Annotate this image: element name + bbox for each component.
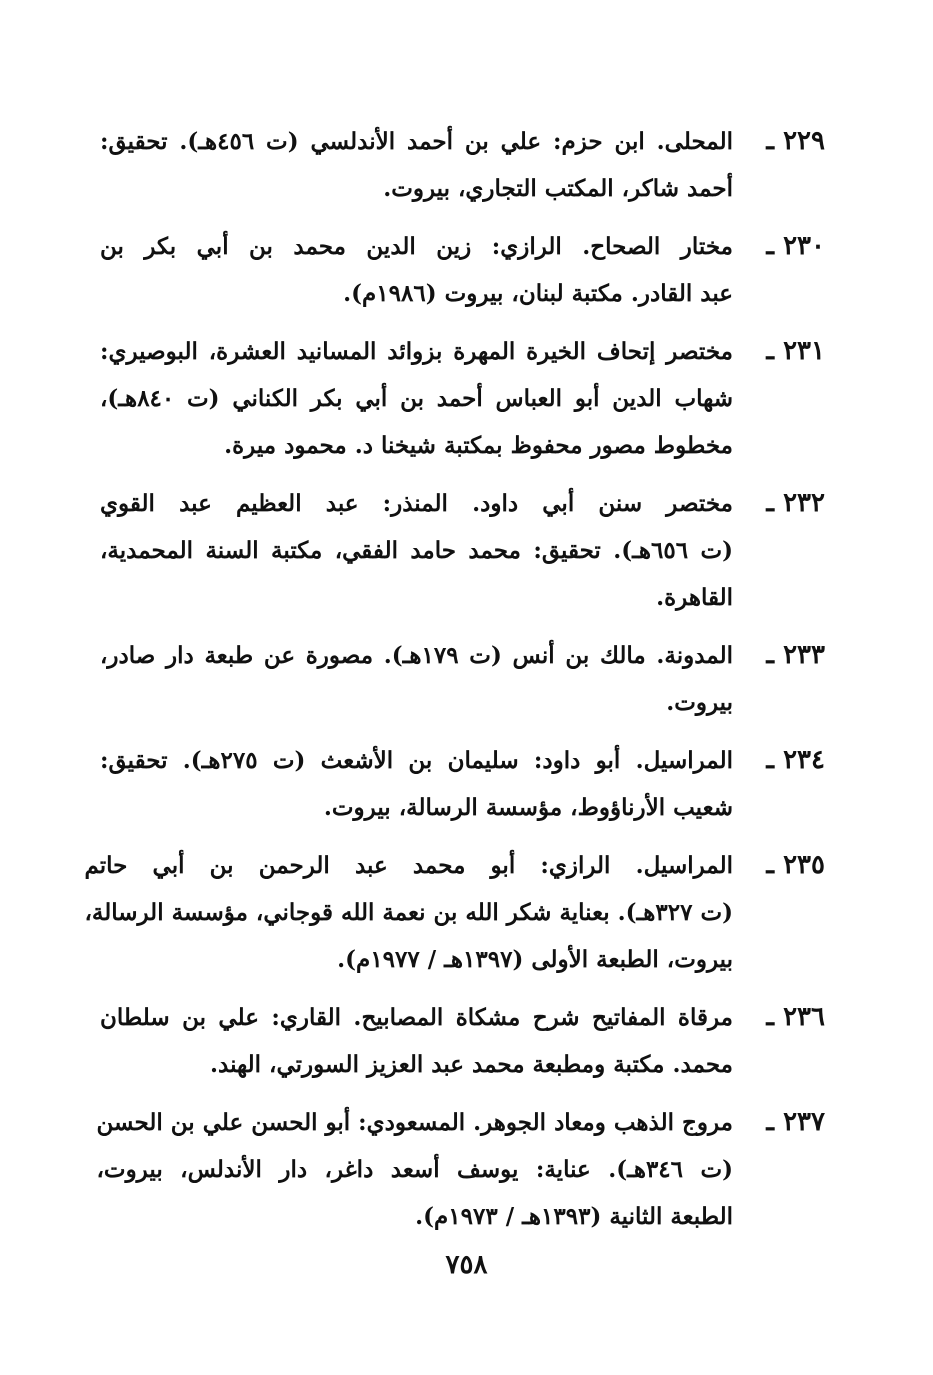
entry-line: عبد القادر. مكتبة لبنان، بيروت (١٩٨٦م). [343,280,733,307]
entry-number: ٢٣٦ ـ [766,1002,825,1032]
entry-text [100,328,733,469]
entry-number: ٢٣٧ ـ [766,1107,825,1137]
entry-line: مخطوط مصور محفوظ بمكتبة شيخنا د. محمود ميرة. [224,432,733,459]
bibliography-entry [100,328,825,469]
bibliography-entry [100,632,825,726]
bibliography-list [84,118,825,1251]
entry-text [100,223,733,317]
entry-number: ٢٣١ ـ [766,336,825,366]
entry-text [100,632,733,726]
entry-line: شهاب الدين أبو العباس أحمد بن أبي بكر الكناني (ت ٨٤٠هـ)، [100,385,733,412]
entry-text [100,480,733,621]
entry-number: ٢٣٣ ـ [766,640,825,670]
entry-line: (ت ٣٢٧هـ). بعناية شكر الله بن نعمة الله قوجاني، مؤسسة الرسالة، [84,899,733,926]
entry-line: مختار الصحاح. الرازي: زين الدين محمد بن أبي بكر بن [100,233,733,260]
entry-text [97,1099,734,1240]
entry-number: ٢٣٥ ـ [766,850,825,880]
entry-line: المدونة. مالك بن أنس (ت ١٧٩هـ). مصورة عن طبعة دار صادر، [100,642,733,669]
entry-text [100,737,733,831]
bibliography-entry [96,1099,825,1240]
entry-line: (ت ٦٥٦هـ). تحقيق: محمد حامد الفقي، مكتبة السنة المحمدية، [100,537,733,564]
bibliography-entry [100,223,825,317]
entry-line: المحلى. ابن حزم: علي بن أحمد الأندلسي (ت ٤٥٦هـ). تحقيق: [100,128,733,155]
entry-line: شعيب الأرناؤوط، مؤسسة الرسالة، بيروت. [323,794,733,821]
entry-line: مرقاة المفاتيح شرح مشكاة المصابيح. القاري: علي بن سلطان [100,1004,733,1031]
page-number: ٧٥٨ [445,1250,488,1280]
bibliography-entry [100,480,825,621]
entry-line: بيروت. [666,689,733,716]
bibliography-entry [100,118,825,212]
entry-number: ٢٣٤ ـ [766,745,825,775]
entry-line: مختصر سنن أبي داود. المنذر: عبد العظيم عبد القوي [100,490,733,517]
entry-line: المراسيل. أبو داود: سليمان بن الأشعث (ت ٢٧٥هـ). تحقيق: [100,747,733,774]
entry-number: ٢٣٠ ـ [766,231,825,261]
entry-line: بيروت، الطبعة الأولى (١٣٩٧هـ / ١٩٧٧م). [337,946,733,973]
bibliography-entry [100,737,825,831]
bibliography-entry [84,842,825,983]
entry-line: مروج الذهب ومعاد الجوهر. المسعودي: أبو الحسن علي بن الحسن [96,1109,733,1136]
entry-number: ٢٢٩ ـ [766,126,825,156]
entry-text [100,994,733,1088]
entry-line: القاهرة. [656,584,733,611]
entry-line: الطبعة الثانية (١٣٩٣هـ / ١٩٧٣م). [415,1203,733,1230]
entry-text [100,118,733,212]
entry-line: محمد. مكتبة ومطبعة محمد عبد العزيز السورتي، الهند. [210,1051,733,1078]
entry-line: مختصر إتحاف الخيرة المهرة بزوائد المسانيد العشرة، البوصيري: [100,338,733,365]
entry-line: المراسيل. الرازي: أبو محمد عبد الرحمن بن أبي حاتم [84,852,733,879]
entry-line: (ت ٣٤٦هـ). عناية: يوسف أسعد داغر، دار الأندلس، بيروت، [96,1156,733,1183]
entry-text [84,842,733,983]
entry-line: أحمد شاكر، المكتب التجاري، بيروت. [383,175,733,202]
entry-number: ٢٣٢ ـ [766,488,825,518]
bibliography-entry [100,994,825,1088]
